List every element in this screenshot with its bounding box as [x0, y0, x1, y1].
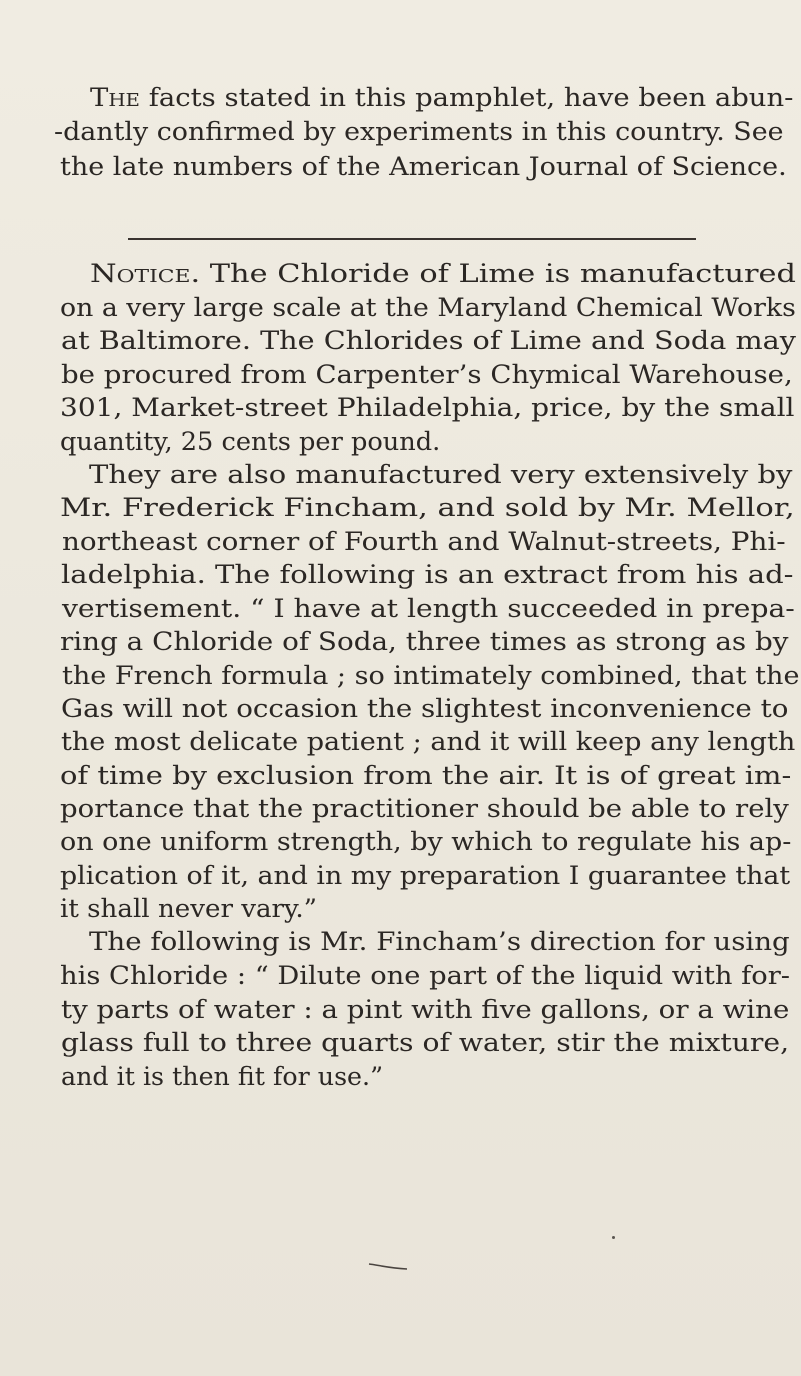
- notice-line: on a very large scale at the Maryland Chemical Works: [60, 293, 796, 322]
- notice-line: of time by exclusion from the air. It is of great im-: [60, 761, 792, 790]
- notice-line: The following is Mr. Fincham’s direction for using: [89, 927, 790, 956]
- notice-line: the French formula ; so intimately combined, that the: [62, 661, 800, 690]
- notice-line: plication of it, and in my preparation I guarantee that: [60, 861, 791, 890]
- notice-line: They are also manufactured very extensively by: [89, 460, 793, 489]
- notice-line: Gas will not occasion the slightest inconvenience to: [61, 694, 789, 723]
- notice-line: on one uniform strength, by which to regulate his ap-: [60, 827, 792, 856]
- line-text: The Chloride of Lime is manufactured: [200, 259, 796, 288]
- paragraph1-line: the late numbers of the American Journal of Science.: [60, 152, 787, 181]
- decorative-flourish: [368, 1262, 408, 1270]
- notice-line: Mr. Frederick Fincham, and sold by Mr. Mellor,: [60, 493, 795, 522]
- notice-line: glass full to three quarts of water, stir the mixture,: [61, 1028, 790, 1057]
- notice-line: vertisement. “ I have at length succeeded in prepa-: [62, 594, 795, 623]
- notice-line: quantity, 25 cents per pound.: [60, 427, 441, 456]
- notice-line: 301, Market-street Philadelphia, price, by the small: [60, 393, 795, 422]
- notice-line: be procured from Carpenter’s Chymical Warehouse,: [61, 360, 793, 389]
- line-text: facts stated in this pamphlet, have been abun-: [139, 83, 794, 112]
- paragraph1-line: [90, 82, 793, 113]
- notice-line: the most delicate patient ; and it will keep any length: [61, 727, 796, 756]
- notice-line: portance that the practitioner should be able to rely: [60, 794, 789, 823]
- notice-line: [90, 258, 796, 289]
- ink-speck: [612, 1236, 615, 1239]
- notice-line: his Chloride : “ Dilute one part of the liquid with for-: [60, 961, 790, 990]
- notice-line: ladelphia. The following is an extract from his ad-: [61, 560, 794, 589]
- notice-line: it shall never vary.”: [60, 894, 317, 923]
- notice-line: northeast corner of Fourth and Walnut-streets, Phi-: [62, 527, 786, 556]
- notice-line: at Baltimore. The Chlorides of Lime and Soda may: [61, 326, 796, 355]
- paragraph1-line: -dantly confirmed by experiments in this country. See: [54, 117, 784, 146]
- lead-word: The: [90, 83, 140, 112]
- horizontal-rule: [128, 238, 696, 240]
- notice-line: and it is then fit for use.”: [61, 1062, 384, 1091]
- lead-word: Notice.: [90, 259, 201, 288]
- notice-line: ring a Chloride of Soda, three times as strong as by: [60, 627, 789, 656]
- notice-line: ty parts of water : a pint with five gallons, or a wine: [61, 995, 790, 1024]
